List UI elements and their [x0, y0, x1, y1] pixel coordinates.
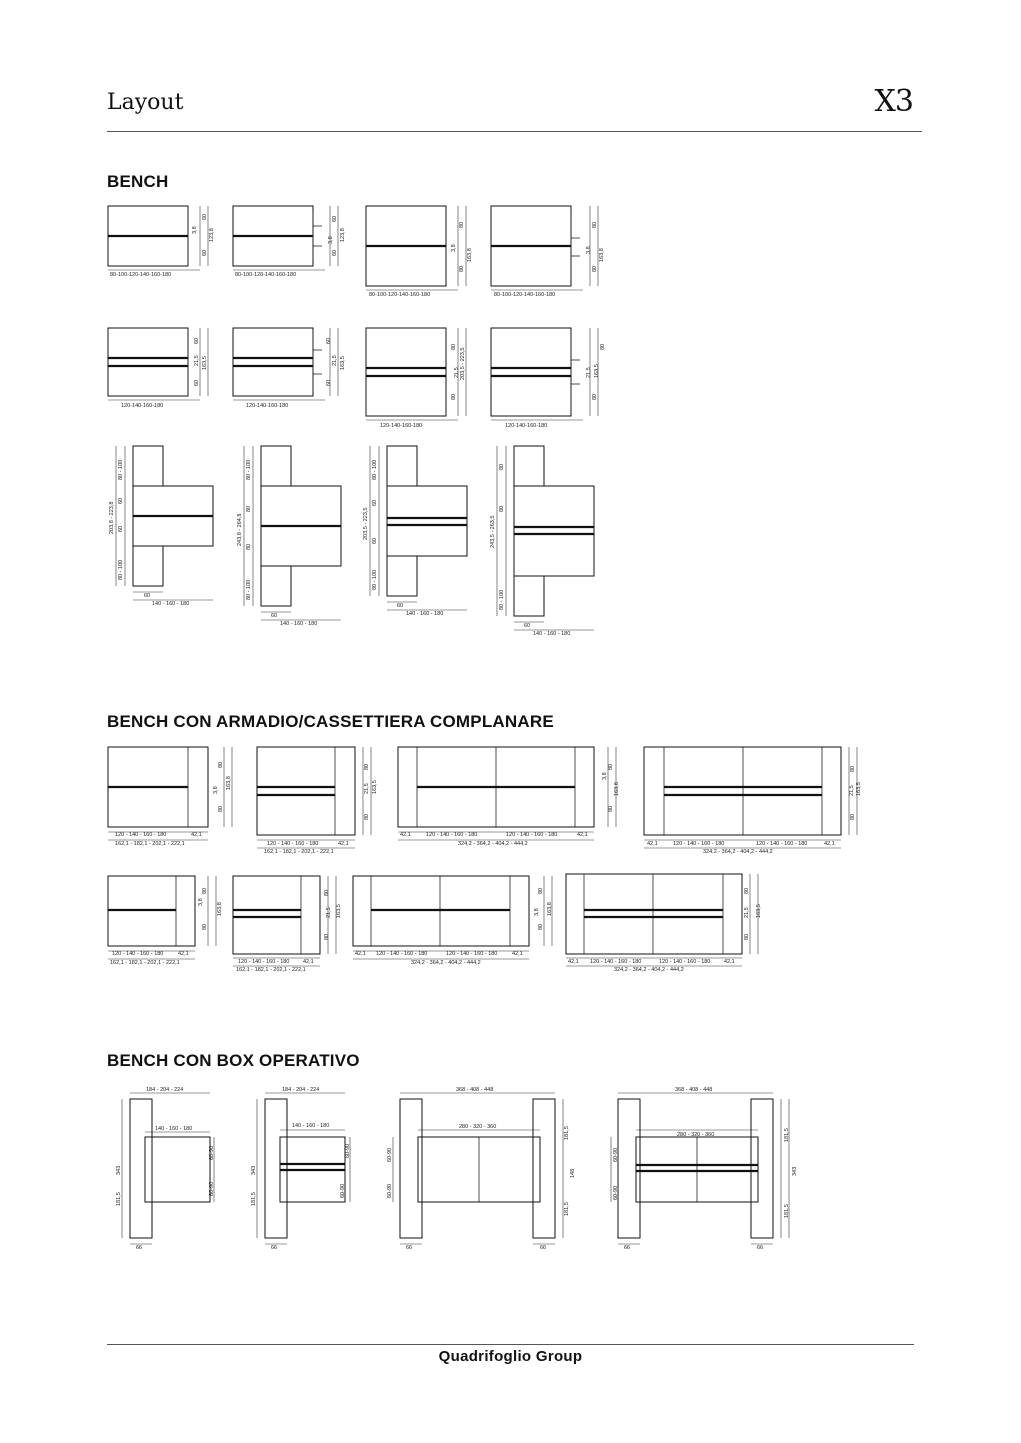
complanare-single-1 [108, 747, 232, 847]
svg-text:60-90: 60-90 [387, 1147, 393, 1162]
svg-text:163,8: 163,8 [547, 902, 553, 916]
svg-text:60-90: 60-90 [613, 1147, 619, 1162]
complanare-double-2 [644, 747, 862, 855]
svg-text:42,1: 42,1 [724, 959, 735, 965]
svg-text:60: 60 [326, 337, 332, 344]
svg-text:163,8: 163,8 [217, 902, 223, 916]
svg-text:80 - 100: 80 - 100 [246, 579, 252, 600]
svg-text:3,8: 3,8 [198, 898, 204, 906]
svg-text:140 - 160 - 180: 140 - 160 - 180 [280, 621, 318, 627]
svg-text:80: 80 [451, 393, 457, 400]
svg-text:80: 80 [850, 765, 856, 772]
product-code: X3 [874, 84, 913, 119]
svg-text:80: 80 [364, 763, 370, 770]
svg-text:120 - 140 - 160 - 180: 120 - 140 - 160 - 180 [756, 841, 808, 847]
svg-text:181,5: 181,5 [564, 1202, 570, 1216]
svg-text:80: 80 [538, 923, 544, 930]
svg-text:80: 80 [218, 805, 224, 812]
svg-text:80: 80 [608, 805, 614, 812]
svg-text:80: 80 [600, 343, 606, 350]
svg-text:163,8: 163,8 [467, 248, 473, 262]
svg-text:80: 80 [324, 933, 330, 940]
svg-text:120 - 140 - 160 - 180: 120 - 140 - 160 - 180 [376, 951, 428, 957]
svg-text:42,1: 42,1 [400, 832, 411, 838]
box-operativo-single [116, 1087, 215, 1251]
svg-text:42,1: 42,1 [191, 832, 202, 838]
svg-text:42,1: 42,1 [577, 832, 588, 838]
footer-divider [107, 1344, 914, 1345]
svg-text:163,8: 163,8 [599, 248, 605, 262]
svg-text:243,8 - 264,8: 243,8 - 264,8 [237, 513, 243, 546]
svg-text:324,2 - 364,2 - 404,2 - 444,2: 324,2 - 364,2 - 404,2 - 444,2 [458, 841, 528, 847]
svg-text:60-90: 60-90 [340, 1183, 346, 1198]
svg-text:80: 80 [324, 889, 330, 896]
svg-text:21,5: 21,5 [586, 367, 592, 378]
svg-text:60-90: 60-90 [387, 1183, 393, 1198]
section-title-bench: BENCH [107, 172, 169, 191]
svg-text:3,8: 3,8 [328, 236, 334, 244]
svg-text:80-100-120-140-160-180: 80-100-120-140-160-180 [235, 272, 297, 278]
svg-text:80: 80 [744, 887, 750, 894]
svg-text:343: 343 [251, 1165, 257, 1175]
svg-text:66: 66 [136, 1245, 143, 1251]
svg-text:343: 343 [792, 1166, 798, 1176]
svg-text:181,5: 181,5 [116, 1192, 122, 1206]
bench-return-double-80 [490, 446, 594, 637]
svg-text:80: 80 [744, 933, 750, 940]
svg-text:120 - 140 - 160 - 180: 120 - 140 - 160 - 180 [112, 951, 164, 957]
svg-text:80: 80 [592, 221, 598, 228]
complanare-double-4 [566, 874, 762, 973]
svg-text:42,1: 42,1 [824, 841, 835, 847]
svg-text:3,8: 3,8 [192, 226, 198, 234]
width-label: 80-100-120-140-160-180 [110, 272, 172, 278]
svg-text:60: 60 [202, 213, 208, 220]
complanare-double-3 [233, 876, 342, 973]
svg-text:163,5: 163,5 [336, 904, 342, 918]
svg-text:140 - 160 - 180: 140 - 160 - 180 [292, 1123, 330, 1129]
svg-text:120-140-160-180: 120-140-160-180 [380, 423, 423, 429]
svg-text:21,5: 21,5 [454, 367, 460, 378]
bench-return-screen [237, 446, 341, 627]
svg-text:60: 60 [118, 525, 124, 532]
svg-text:80: 80 [451, 343, 457, 350]
svg-text:3,8: 3,8 [586, 246, 592, 254]
svg-text:80: 80 [202, 923, 208, 930]
svg-text:80: 80 [592, 393, 598, 400]
svg-text:60: 60 [372, 537, 378, 544]
svg-text:120-140-160-180: 120-140-160-180 [121, 403, 164, 409]
section-title-complanare: BENCH CON ARMADIO/CASSETTIERA COMPLANARE [107, 712, 554, 731]
svg-text:203,5 - 223,5: 203,5 - 223,5 [460, 347, 466, 380]
svg-text:324,2 - 364,2 - 404,2 - 444,2: 324,2 - 364,2 - 404,2 - 444,2 [614, 967, 684, 973]
bench-return-double [363, 446, 467, 617]
svg-text:21,5: 21,5 [194, 355, 200, 366]
svg-text:163,5: 163,5 [372, 780, 378, 794]
svg-text:80: 80 [246, 505, 252, 512]
svg-text:21,5: 21,5 [364, 783, 370, 794]
bench-single-screen [233, 206, 346, 278]
bench-double-screen [233, 328, 346, 409]
svg-text:60: 60 [144, 593, 151, 599]
svg-text:60: 60 [271, 613, 278, 619]
svg-text:80: 80 [364, 813, 370, 820]
svg-text:80 - 100: 80 - 100 [246, 459, 252, 480]
svg-text:123,8: 123,8 [340, 228, 346, 242]
svg-text:120-140-160-180: 120-140-160-180 [505, 423, 548, 429]
svg-text:181,5: 181,5 [251, 1192, 257, 1206]
complanare-double-1 [257, 747, 378, 855]
svg-text:60-90: 60-90 [209, 1181, 215, 1196]
svg-text:120 - 140 - 160 - 180: 120 - 140 - 160 - 180 [238, 959, 290, 965]
svg-text:21,5: 21,5 [849, 785, 855, 796]
svg-text:80: 80 [850, 813, 856, 820]
svg-text:324,2 - 364,2 - 404,2 - 444,2: 324,2 - 364,2 - 404,2 - 444,2 [703, 849, 773, 855]
svg-text:42,1: 42,1 [355, 951, 366, 957]
svg-text:42,1: 42,1 [647, 841, 658, 847]
svg-text:3,8: 3,8 [451, 244, 457, 252]
svg-text:3,8: 3,8 [602, 772, 608, 780]
svg-text:80: 80 [202, 887, 208, 894]
svg-text:66: 66 [624, 1245, 631, 1251]
svg-text:80-100-120-140-160-180: 80-100-120-140-160-180 [494, 292, 556, 298]
complanare-single-3 [108, 876, 223, 966]
svg-text:60: 60 [118, 497, 124, 504]
svg-text:162,1 - 182,1 - 202,1 - 222,1: 162,1 - 182,1 - 202,1 - 222,1 [236, 967, 306, 973]
svg-text:80: 80 [459, 265, 465, 272]
svg-text:80 - 100: 80 - 100 [118, 559, 124, 580]
footer-brand: Quadrifoglio Group [438, 1348, 583, 1365]
complanare-single-2 [398, 747, 620, 847]
svg-text:80 - 100: 80 - 100 [499, 589, 505, 610]
svg-text:163,5: 163,5 [594, 364, 600, 378]
svg-text:80: 80 [246, 543, 252, 550]
svg-text:60: 60 [194, 337, 200, 344]
svg-text:42,1: 42,1 [338, 841, 349, 847]
svg-text:60: 60 [202, 249, 208, 256]
svg-text:66: 66 [757, 1245, 764, 1251]
svg-text:123,8: 123,8 [209, 228, 215, 242]
svg-text:80 - 100: 80 - 100 [118, 459, 124, 480]
svg-text:80: 80 [608, 763, 614, 770]
svg-text:60: 60 [326, 379, 332, 386]
svg-text:181,5: 181,5 [564, 1126, 570, 1140]
svg-text:120 - 140 - 160 - 180: 120 - 140 - 160 - 180 [115, 832, 167, 838]
svg-text:368 - 408 - 448: 368 - 408 - 448 [675, 1087, 713, 1093]
svg-text:80: 80 [459, 221, 465, 228]
svg-text:42,1: 42,1 [512, 951, 523, 957]
svg-text:60-90: 60-90 [345, 1143, 351, 1158]
svg-text:148: 148 [570, 1168, 576, 1178]
svg-text:120 - 140 - 160 - 180: 120 - 140 - 160 - 180 [426, 832, 478, 838]
svg-text:66: 66 [406, 1245, 413, 1251]
svg-text:203,5 - 223,5: 203,5 - 223,5 [363, 507, 369, 540]
svg-text:80: 80 [499, 463, 505, 470]
svg-text:163,5: 163,5 [856, 782, 862, 796]
svg-text:80: 80 [538, 887, 544, 894]
svg-text:184 - 204 - 224: 184 - 204 - 224 [282, 1087, 320, 1093]
svg-text:368 - 408 - 448: 368 - 408 - 448 [456, 1087, 494, 1093]
svg-text:3,8: 3,8 [213, 786, 219, 794]
svg-text:21,5: 21,5 [326, 907, 332, 918]
svg-text:80: 80 [592, 265, 598, 272]
svg-text:120 - 140 - 160 - 180: 120 - 140 - 160 - 180 [659, 959, 711, 965]
svg-text:80-100-120-140-160-180: 80-100-120-140-160-180 [369, 292, 431, 298]
svg-text:120 - 140 - 160 - 180: 120 - 140 - 160 - 180 [267, 841, 319, 847]
svg-text:60: 60 [194, 379, 200, 386]
svg-text:80 - 100: 80 - 100 [372, 459, 378, 480]
svg-text:162,1 - 182,1 - 202,1 - 222,1: 162,1 - 182,1 - 202,1 - 222,1 [264, 849, 334, 855]
svg-text:60: 60 [524, 623, 531, 629]
svg-text:80: 80 [499, 505, 505, 512]
svg-text:140 - 160 - 180: 140 - 160 - 180 [533, 631, 571, 637]
svg-text:163,5: 163,5 [202, 356, 208, 370]
svg-text:162,1 - 182,1 - 202,1 - 222,1: 162,1 - 182,1 - 202,1 - 222,1 [110, 960, 180, 966]
bench-double-80-screen [491, 328, 606, 429]
svg-text:163,8: 163,8 [614, 782, 620, 796]
svg-text:120 - 140 - 160 - 180: 120 - 140 - 160 - 180 [446, 951, 498, 957]
page-title: Layout [107, 90, 184, 115]
bench-single-80-screen [491, 206, 605, 298]
svg-text:280 - 320 - 360: 280 - 320 - 360 [677, 1132, 715, 1138]
svg-text:163,8: 163,8 [226, 776, 232, 790]
svg-text:60-90: 60-90 [209, 1145, 215, 1160]
svg-text:60-90: 60-90 [613, 1185, 619, 1200]
svg-text:66: 66 [540, 1245, 547, 1251]
svg-text:163,5: 163,5 [340, 356, 346, 370]
svg-text:120 - 140 - 160 - 180: 120 - 140 - 160 - 180 [673, 841, 725, 847]
svg-text:3,8: 3,8 [534, 908, 540, 916]
bench-double-80 [366, 328, 466, 429]
box-operativo-wide-single [387, 1087, 576, 1251]
svg-text:162,1 - 182,1 - 202,1 - 222,1: 162,1 - 182,1 - 202,1 - 222,1 [115, 841, 185, 847]
svg-text:80: 80 [218, 761, 224, 768]
svg-text:60: 60 [372, 499, 378, 506]
svg-text:280 - 320 - 360: 280 - 320 - 360 [459, 1124, 497, 1130]
bench-return-single [109, 446, 213, 607]
svg-text:203,8 - 223,8: 203,8 - 223,8 [109, 501, 115, 534]
svg-text:42,1: 42,1 [303, 959, 314, 965]
svg-text:140 - 160 - 180: 140 - 160 - 180 [406, 611, 444, 617]
svg-text:324,2 - 364,2 - 404,2 - 444,2: 324,2 - 364,2 - 404,2 - 444,2 [411, 960, 481, 966]
svg-text:21,5: 21,5 [332, 355, 338, 366]
box-operativo-double [251, 1087, 351, 1251]
bench-double-basic [108, 328, 208, 409]
svg-text:181,5: 181,5 [784, 1128, 790, 1142]
svg-text:120 - 140 - 160 - 180: 120 - 140 - 160 - 180 [590, 959, 642, 965]
svg-text:120-140-160-180: 120-140-160-180 [246, 403, 289, 409]
svg-text:184 - 204 - 224: 184 - 204 - 224 [146, 1087, 184, 1093]
section-title-box: BENCH CON BOX OPERATIVO [107, 1051, 360, 1070]
complanare-single-4 [353, 876, 553, 966]
svg-text:42,1: 42,1 [568, 959, 579, 965]
svg-text:60: 60 [332, 249, 338, 256]
svg-text:120 - 140 - 160 - 180: 120 - 140 - 160 - 180 [506, 832, 558, 838]
bench-single-basic [108, 206, 215, 278]
box-operativo-wide-double [611, 1087, 798, 1251]
svg-text:60: 60 [332, 215, 338, 222]
svg-text:140 - 160 - 180: 140 - 160 - 180 [152, 601, 190, 607]
svg-text:60: 60 [397, 603, 404, 609]
svg-text:66: 66 [271, 1245, 278, 1251]
svg-text:42,1: 42,1 [178, 951, 189, 957]
svg-text:343: 343 [116, 1165, 122, 1175]
svg-text:21,5: 21,5 [744, 907, 750, 918]
bench-single-80 [366, 206, 473, 298]
svg-text:163,5: 163,5 [756, 904, 762, 918]
svg-text:80 - 100: 80 - 100 [372, 569, 378, 590]
svg-text:243,5 - 263,5: 243,5 - 263,5 [490, 515, 496, 548]
svg-text:140 - 160 - 180: 140 - 160 - 180 [155, 1126, 193, 1132]
svg-text:181,5: 181,5 [784, 1204, 790, 1218]
